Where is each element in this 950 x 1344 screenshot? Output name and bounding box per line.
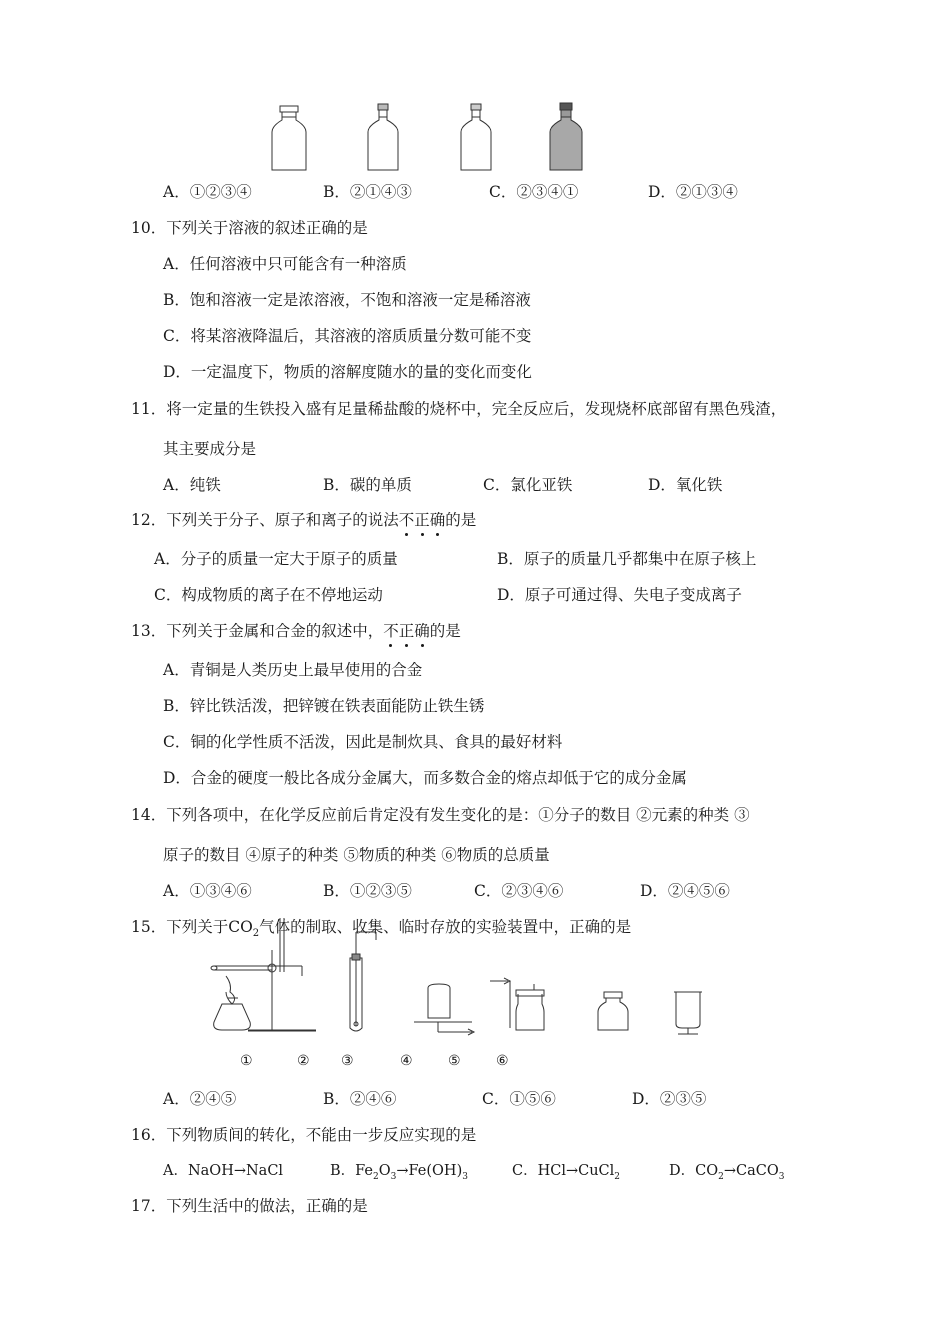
figure-label-4: ④ (400, 1053, 413, 1069)
q12-stem-pre: 12．下列关于分子、原子和离子的说法 (131, 511, 399, 529)
q16-option-d-text: →CaCO (723, 1163, 779, 1179)
q15-option-c: C．①⑤⑥ (482, 1090, 556, 1108)
q16-option-b-text: O (378, 1163, 391, 1179)
q10-option-a: A．任何溶液中只可能含有一种溶质 (163, 255, 407, 273)
q9-option-c: C．②③④① (489, 183, 579, 201)
q16-option-a-text: A．NaOH→NaCl (163, 1163, 284, 1179)
q10-stem: 10．下列关于溶液的叙述正确的是 (131, 219, 368, 237)
bottle-4-icon (550, 103, 582, 170)
apparatus-6-icon (598, 992, 628, 1030)
q11-option-a: A．纯铁 (163, 476, 221, 494)
q12-option-c: C．构成物质的离子在不停地运动 (154, 586, 383, 604)
q11-option-c: C．氯化亚铁 (483, 476, 573, 494)
emphasis-char: 确 (414, 622, 430, 640)
emphasis-char: 确 (429, 511, 446, 529)
figure-label-1: ① (240, 1053, 253, 1069)
figure-label-6: ⑥ (496, 1053, 509, 1069)
q14-option-c: C．②③④⑥ (474, 882, 564, 900)
figure-label-3: ③ (341, 1053, 354, 1069)
q15-stem-post: 气体的制取、收集、临时存放的实验装置中，正确的是 (259, 918, 632, 936)
q13-stem-post: 的是 (429, 622, 461, 640)
q11-option-d: D．氧化铁 (648, 476, 723, 494)
q13-option-d: D．合金的硬度一般比各成分金属大，而多数合金的熔点却低于它的成分金属 (163, 769, 687, 787)
q14-option-d: D．②④⑤⑥ (640, 882, 730, 900)
q16-option-b-text: B．Fe (330, 1163, 374, 1179)
figure-label-5: ⑤ (448, 1053, 461, 1069)
q11-option-b: B．碳的单质 (323, 476, 412, 494)
q9-option-d: D．②①③④ (648, 183, 738, 201)
q13-stem (131, 621, 461, 641)
apparatus-2-icon (280, 918, 284, 972)
subscript: 2 (614, 1171, 621, 1182)
subscript: 3 (778, 1171, 785, 1182)
q15-stem-sub: 2 (252, 928, 260, 940)
q14-stem-line2: 原子的数目 ④原子的种类 ⑤物质的种类 ⑥物质的总质量 (163, 846, 550, 864)
q15-option-d: D．②③⑤ (632, 1090, 707, 1108)
q16-option-b (330, 1161, 468, 1187)
q12-option-d: D．原子可通过得、失电子变成离子 (497, 586, 742, 604)
q13-option-b: B．锌比铁活泼，把锌镀在铁表面能防止铁生锈 (163, 697, 485, 715)
q17-stem: 17．下列生活中的做法，正确的是 (131, 1197, 368, 1215)
q15-apparatus-figure (200, 918, 720, 1036)
q13-option-c: C．铜的化学性质不活泼，因此是制炊具、食具的最好材料 (163, 733, 563, 751)
bottle-2-icon (368, 104, 398, 170)
q16-option-d (669, 1161, 784, 1187)
emphasis-char: 不 (383, 622, 399, 640)
q14-option-b: B．①②③⑤ (323, 882, 412, 900)
q9-option-a: A．①②③④ (163, 183, 252, 201)
subscript: 3 (462, 1171, 468, 1182)
subscript: 2 (718, 1171, 724, 1182)
bottle-1-icon (272, 106, 306, 170)
emphasis-char: 正 (414, 511, 430, 529)
q11-stem-line1: 11．将一定量的生铁投入盛有足量稀盐酸的烧杯中，完全反应后，发现烧杯底部留有黑色残渣， (131, 400, 787, 418)
q12-option-a: A．分子的质量一定大于原子的质量 (154, 550, 398, 568)
subscript: 2 (373, 1171, 379, 1182)
q11-stem-line2: 其主要成分是 (163, 440, 257, 458)
q16-option-c (512, 1161, 620, 1187)
subscript: 3 (390, 1171, 397, 1182)
q14-stem-line1: 14．下列各项中，在化学反应前后肯定没有发生变化的是：①分子的数目 ②元素的种类 ③ (131, 806, 750, 824)
q13-stem-pre: 13．下列关于金属和合金的叙述中， (131, 622, 384, 640)
q15-option-b: B．②④⑥ (323, 1090, 397, 1108)
q13-option-a: A．青铜是人类历史上最早使用的合金 (163, 661, 423, 679)
q16-option-b-text: →Fe(OH) (396, 1163, 463, 1179)
apparatus-vessel-icon (674, 992, 702, 1034)
q12-stem (131, 510, 476, 530)
q15-option-a: A．②④⑤ (163, 1090, 237, 1108)
apparatus-4-icon (414, 984, 474, 1035)
apparatus-5-icon (490, 978, 544, 1030)
figure-label-2: ② (297, 1053, 310, 1069)
q14-option-a: A．①③④⑥ (163, 882, 252, 900)
apparatus-1-icon (211, 950, 316, 1031)
emphasis-char: 不 (398, 511, 415, 529)
q12-option-b: B．原子的质量几乎都集中在原子核上 (497, 550, 757, 568)
q10-option-d: D．一定温度下，物质的溶解度随水的量的变化而变化 (163, 363, 532, 381)
q10-option-c: C．将某溶液降温后，其溶液的溶质质量分数可能不变 (163, 327, 532, 345)
q10-option-b: B．饱和溶液一定是浓溶液，不饱和溶液一定是稀溶液 (163, 291, 531, 309)
q9-bottles-figure (260, 100, 600, 175)
q16-option-d-text: D．CO (669, 1163, 719, 1179)
q16-stem: 16．下列物质间的转化，不能由一步反应实现的是 (131, 1126, 477, 1144)
q16-option-c-text: C．HCl→CuCl (512, 1163, 615, 1179)
bottle-3-icon (461, 104, 491, 170)
q16-option-a (163, 1161, 283, 1181)
emphasis-char: 正 (398, 622, 415, 640)
q9-option-b: B．②①④③ (323, 183, 412, 201)
q12-stem-post: 的是 (445, 511, 477, 529)
q15-stem-pre: 15．下列关于CO (131, 918, 253, 936)
apparatus-3-icon (350, 932, 376, 1031)
